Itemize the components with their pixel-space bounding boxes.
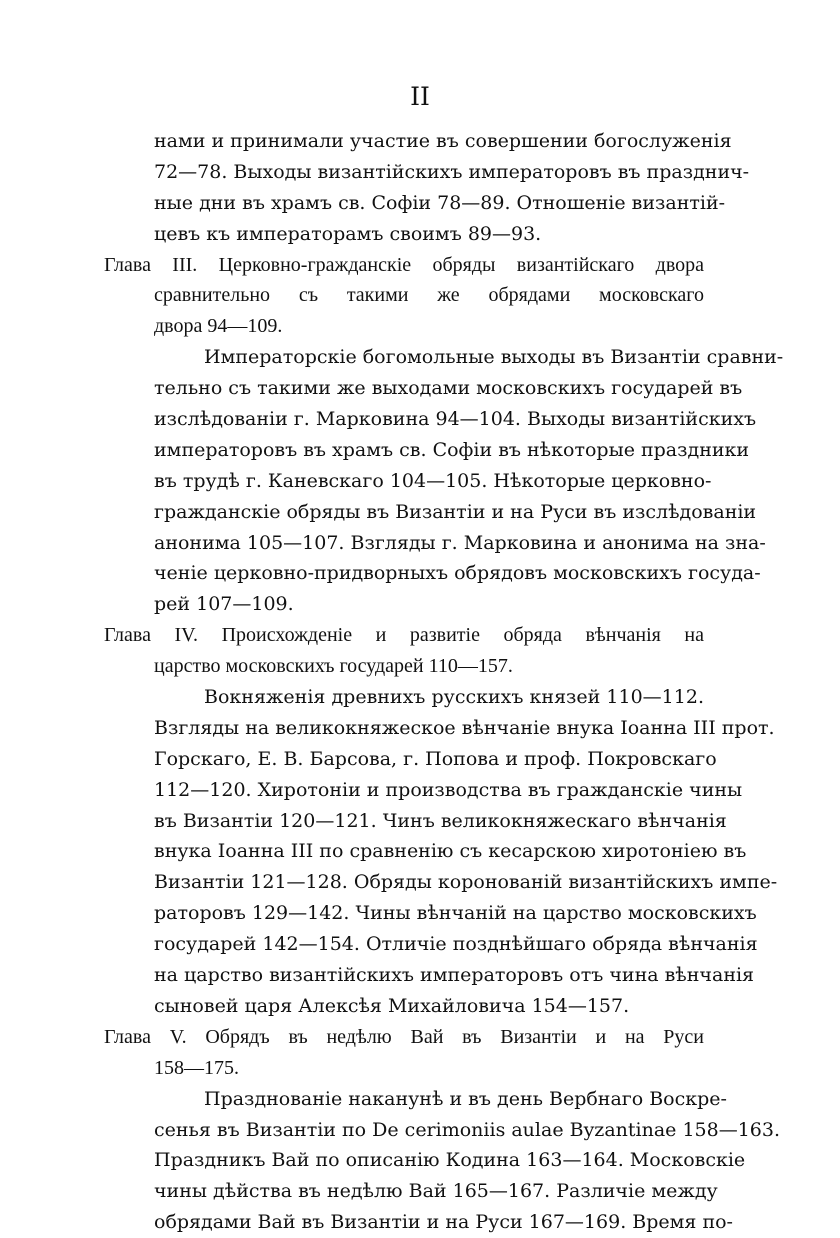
page-number: II — [410, 82, 430, 111]
table-of-contents — [104, 126, 784, 1238]
chapter-3 — [104, 250, 784, 621]
summary-line: въ Византіи 120—121. Чинъ великокняжескаго вѣнчанія — [154, 809, 727, 832]
summary-line: Вокняженія древнихъ русскихъ князей 110—112. — [204, 686, 704, 709]
summary-line: Празднованіе наканунѣ и въ день Вербнаго Воскре- — [204, 1087, 727, 1110]
summary-line: Праздникъ Вай по описанію Кодина 163—164. Московскіе — [154, 1149, 746, 1172]
summary-line: изслѣдованіи г. Марковина 94—104. Выходы византійскихъ — [154, 408, 757, 431]
summary-line: рей 107—109. — [154, 593, 294, 616]
summary-line: императоровъ въ храмъ св. Софіи въ нѣкоторые праздники — [154, 438, 750, 461]
chapter-heading-line: двора 94—109. — [154, 315, 283, 338]
chapter-heading-line: сравнительно съ такими же обрядами московскаго — [154, 284, 704, 307]
chapter-heading-line: Глава IV. Происхожденіе и развитіе обряда вѣнчанія на — [104, 624, 704, 647]
summary-line: 112—120. Хиротоніи и производства въ гражданскіе чины — [154, 778, 743, 801]
summary-line: Византіи 121—128. Обряды коронованій византійскихъ импе- — [154, 871, 778, 894]
text-line: 72—78. Выходы византійскихъ императоровъ въ празднич- — [154, 160, 750, 183]
summary-line: тельно съ такими же выходами московскихъ государей въ — [154, 377, 743, 400]
summary-line: сыновей царя Алексѣя Михайловича 154—157. — [154, 994, 630, 1017]
summary-line: гражданскіе обряды въ Византіи и на Руси въ изслѣдованіи — [154, 500, 757, 523]
summary-line: Императорскіе богомольные выходы въ Византіи сравни- — [204, 346, 784, 369]
chapter-heading-line: царство московскихъ государей 110—157. — [154, 655, 513, 678]
text-line: нами и принимали участие въ совершении богослуженія — [154, 130, 732, 152]
summary-line: обрядами Вай въ Византіи и на Руси 167—169. Время по- — [154, 1211, 733, 1234]
chapter-heading-line: Глава III. Церковно-гражданскіе обряды византійскаго двора — [104, 253, 704, 276]
summary-line: анонима 105—107. Взгляды г. Марковина и анонима на зна- — [154, 531, 766, 554]
continuation-block — [104, 126, 750, 250]
summary-line: ченіе церковно-придворныхъ обрядовъ московскихъ госуда- — [154, 562, 761, 585]
text-line: ные дни въ храмъ св. Софіи 78—89. Отношеніе византій- — [154, 191, 726, 214]
summary-line: сенья въ Византіи по De cerimoniis aulae Byzantinae 158—163. — [154, 1118, 781, 1141]
summary-line: Взгляды на великокняжеское вѣнчаніе внука Іоанна III прот. — [154, 716, 775, 739]
summary-line: государей 142—154. Отличіе позднѣйшаго обряда вѣнчанія — [154, 933, 758, 956]
chapter-heading-line: Глава V. Обрядъ въ недѣлю Вай въ Византіи и на Руси — [104, 1025, 704, 1048]
chapter-5 — [104, 1022, 781, 1238]
summary-line: на царство византійскихъ императоровъ отъ чина вѣнчанія — [154, 964, 755, 987]
chapter-heading-line: 158—175. — [154, 1056, 239, 1079]
chapter-4 — [104, 620, 778, 1022]
summary-line: раторовъ 129—142. Чины вѣнчаній на царство московскихъ — [154, 902, 757, 925]
summary-line: Горскаго, Е. В. Барсова, г. Попова и проф. Покровскаго — [154, 747, 717, 770]
summary-line: въ трудѣ г. Каневскаго 104—105. Нѣкоторые церковно- — [154, 469, 712, 492]
text-line: цевъ къ императорамъ своимъ 89—93. — [154, 222, 542, 245]
summary-line: чины дѣйства въ недѣлю Вай 165—167. Различіе между — [154, 1180, 718, 1203]
summary-line: внука Іоанна III по сравненію съ кесарскою хиротоніею въ — [154, 840, 747, 863]
